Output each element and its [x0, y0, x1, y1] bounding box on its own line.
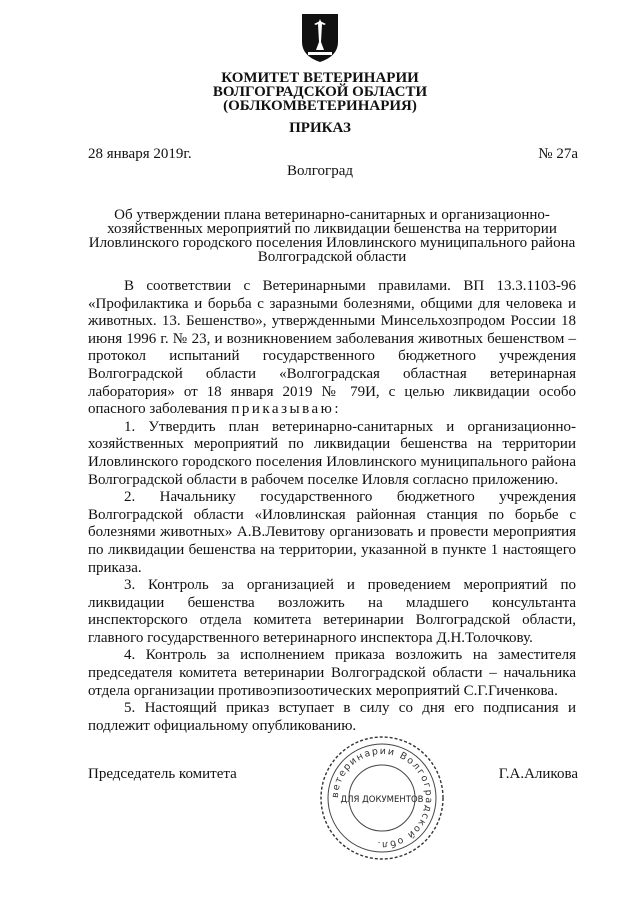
order-word: приказываю: — [231, 401, 342, 418]
order-date: 28 января 2019г. — [88, 146, 192, 162]
order-subject: Об утверждении плана ветеринарно-санитарных и организационно-хозяйственных мероприятий по ликвидации бешенства на территории Иловлинского городского поселения Иловлинского муниципального района Волгоградской области — [88, 207, 576, 265]
signatory-name: Г.А.Аликова — [498, 766, 578, 782]
order-item: 2. Начальнику государственного бюджетного учреждения Волгоградской области «Иловлинская районная станция по борьбе с болезнями животных» А.В.Левитову организовать и провести мероприятия по ликвидации бешенства на территории, указанной в пункте 1 настоящего приказа. — [88, 489, 576, 576]
stamp-center-text: ДЛЯ ДОКУМЕНТОВ — [340, 795, 424, 805]
official-stamp — [318, 734, 446, 862]
signatory-role: Председатель комитета — [88, 766, 237, 782]
order-item: 1. Утвердить план ветеринарно-санитарных и организационно-хозяйственных мероприятий по ликвидации бешенства на территории Иловлинского городского поселения Иловлинского муниципального района Волгоградской области в рабочем поселке Иловля согласно приложению. — [88, 418, 576, 488]
document-type: ПРИКАЗ — [289, 120, 351, 136]
order-item: 5. Настоящий приказ вступает в силу со дня его подписания и подлежит официальному опубликованию. — [88, 700, 576, 734]
committee-name-line3: (ОБЛКОМВЕТЕРИНАРИЯ) — [223, 98, 417, 114]
stamp-ring-text: ветеринарии Волгоградской обл. — [329, 745, 435, 851]
preamble-paragraph — [88, 278, 576, 419]
committee-name-line1: КОМИТЕТ ВЕТЕРИНАРИИ — [221, 70, 419, 86]
preamble-text: В соответствии с Ветеринарными правилами. ВП 13.3.1103-96 «Профилактика и борьба с заразными болезнями, общими для человека и животных. 13. Бешенство», утвержденными Минсельхозпродом России 18 июня 1996 г. № 23, и возникновением заболевания животных бешенством – протокол испытаний государственного бюджетного учреждения Волгоградской области «Волгоградская областная ветеринарная лаборатория» от 18 января 2019 № 79И, с целью ликвидации особо опасного заболевания — [88, 278, 576, 418]
order-city: Волгоград — [286, 163, 353, 179]
order-item: 3. Контроль за организацией и проведением мероприятий по ликвидации бешенства возложить на младшего консультанта инспекторского отдела комитета ветеринарии Волгоградской области, главного государственного ветеринарного инспектора Д.Н.Толочкову. — [88, 577, 576, 646]
order-item: 4. Контроль за исполнением приказа возложить на заместителя председателя комитета ветеринарии Волгоградской области – начальника отдела организации противоэпизоотических мероприятий С.Г.Гиченкова. — [88, 647, 576, 699]
order-body — [88, 278, 576, 735]
committee-name-line2: ВОЛГОГРАДСКОЙ ОБЛАСТИ — [212, 84, 428, 100]
coat-of-arms-icon — [300, 12, 340, 64]
order-number: № 27а — [538, 146, 578, 162]
